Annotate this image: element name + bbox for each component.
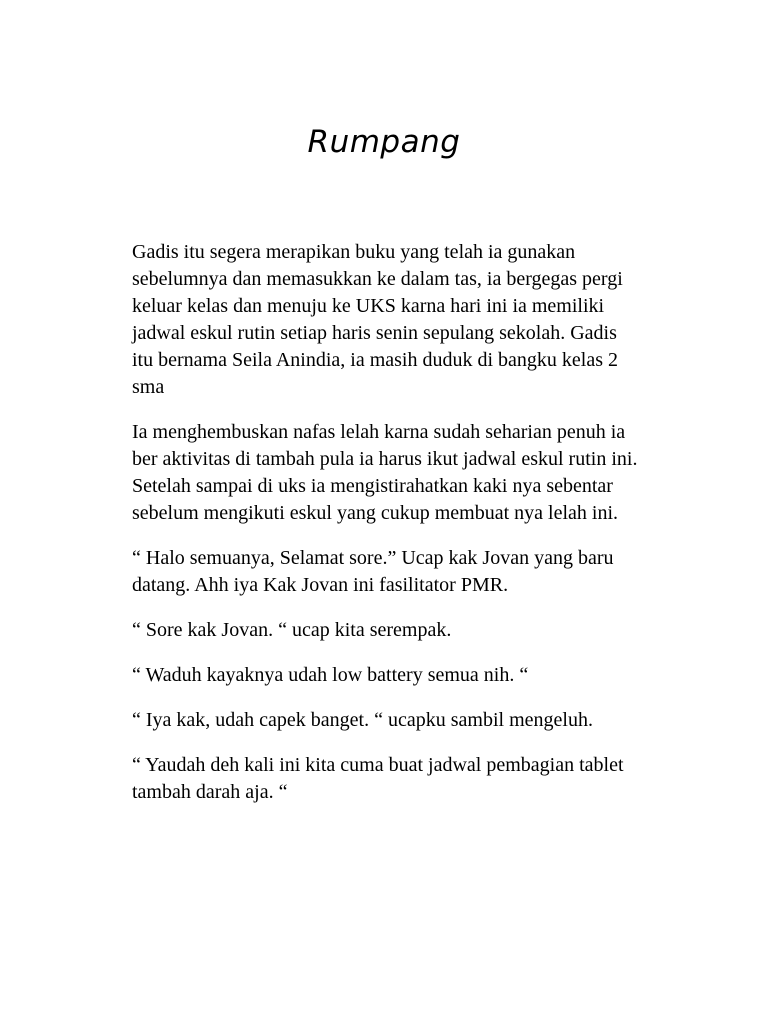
paragraph: “ Sore kak Jovan. “ ucap kita serempak. <box>132 619 452 641</box>
paragraph: Ia menghembuskan nafas lelah karna sudah seharian penuh ia ber aktivitas di tambah pula ia harus ikut jadwal eskul rutin ini. Setelah sampai di uks ia mengistirahatkan kaki nya sebentar sebelum mengikuti eskul yang cukup membuat nya lelah ini. <box>132 421 638 524</box>
document-body <box>132 239 642 824</box>
document-title: Rumpang <box>307 124 461 160</box>
paragraph: “ Iya kak, udah capek banget. “ ucapku sambil mengeluh. <box>132 709 593 731</box>
paragraph: “ Waduh kayaknya udah low battery semua nih. “ <box>132 664 529 686</box>
paragraph: Gadis itu segera merapikan buku yang telah ia gunakan sebelumnya dan memasukkan ke dalam tas, ia bergegas pergi keluar kelas dan menuju ke UKS karna hari ini ia memiliki jadwal eskul rutin setiap haris senin sepulang sekolah. Gadis itu bernama Seila Anindia, ia masih duduk di bangku kelas 2 sma <box>132 241 623 398</box>
paragraph: “ Yaudah deh kali ini kita cuma buat jadwal pembagian tablet tambah darah aja. “ <box>132 754 624 803</box>
paragraph: “ Halo semuanya, Selamat sore.” Ucap kak Jovan yang baru datang. Ahh iya Kak Jovan ini fasilitator PMR. <box>132 547 614 596</box>
